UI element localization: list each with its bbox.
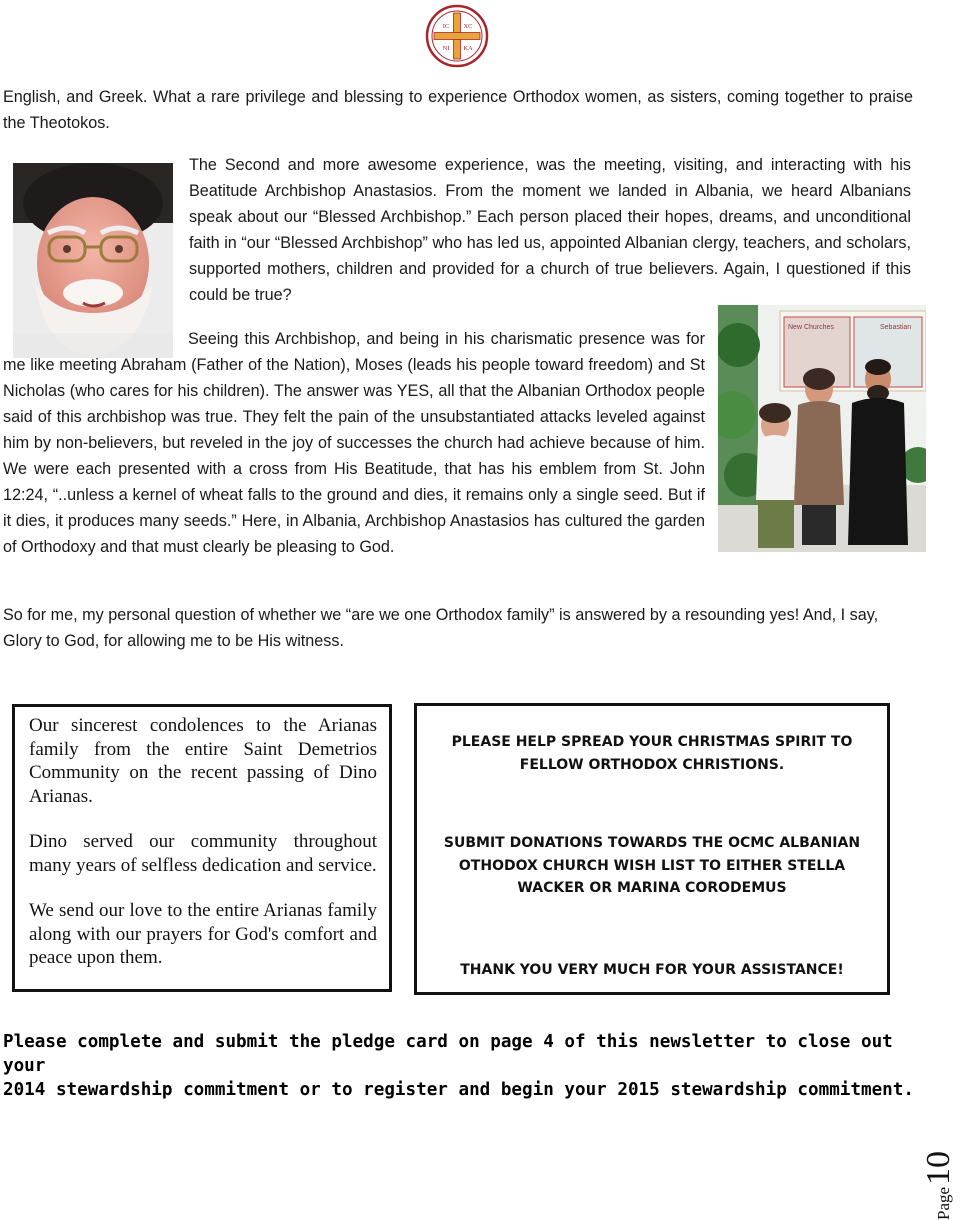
pledge-line: Please complete and submit the pledge card on page 4 of this newsletter to close out your (3, 1032, 893, 1076)
christmas-line: PLEASE HELP SPREAD YOUR CHRISTMAS SPIRIT TO (451, 734, 853, 750)
emblem-letter: NI (442, 45, 450, 52)
christmas-line: SUBMIT DONATIONS TOWARDS THE OCMC ALBANIAN (443, 835, 861, 851)
condolence-box (12, 704, 392, 992)
condolence-paragraph: Our sincerest condolences to the Arianas family from the entire Saint Demetrios Community on the recent passing of Dino Arianas. (29, 715, 377, 807)
emblem-letter: IC (442, 23, 450, 30)
christmas-line: FELLOW ORTHODOX CHRISTIONS. (519, 756, 785, 773)
pledge-line: 2014 stewardship commitment or to register and begin your 2015 stewardship commitment. (3, 1080, 914, 1100)
christmas-line: OTHODOX CHURCH WISH LIST TO EITHER STELLA (458, 857, 846, 874)
condolence-paragraph: Dino served our community throughout many years of selfless dedication and service. (29, 831, 377, 876)
pledge-notice (3, 1030, 943, 1102)
christmas-donation-box (414, 703, 890, 995)
photo-banner-left: New Churches (788, 324, 834, 331)
thank-you-line: THANK YOU VERY MUCH FOR YOUR ASSISTANCE! (460, 962, 844, 978)
second-experience-paragraph: The Second and more awesome experience, was the meeting, visiting, and interacting with his Beatitude Archbishop Anastasios. From the moment we landed in Albania, we heard Albanians speak about our “Blessed Archbishop.” Each person placed their hopes, dreams, and unconditional faith in “our “Blessed Archbishop” who has led us, appointed Albanian clergy, teachers, and scholars, supported mothers, children and provided for a church of true believers. Again, I questioned if this could be true? (189, 156, 911, 304)
seeing-archbishop-paragraph (3, 326, 705, 560)
seeing-archbishop-text: Seeing this Archbishop, and being in his charismatic presence was for me like meeting Abraham (Father of the Nation), Moses (leads his people toward freedom) and St Nicholas (who cares for his children). The answer was YES, all that the Albanian Orthodox people said of this archbishop was true. They felt the pain of the unsubstantiated attacks leveled against him by non-believers, but reveled in the joy of successes the church had achieve because of him. We were each presented with a cross from His Beatitude, that has his emblem from St. John 12:24, “..unless a kernel of wheat falls to the ground and dies, it remains only a single seed. But if it dies, it produces many seeds.” Here, in Albania, Archbishop Anastasios has cultured the garden of Orthodoxy and that must clearly be pleasing to God. (3, 330, 705, 556)
emblem-letter: XC (463, 23, 473, 30)
church-emblem-icon (425, 4, 489, 68)
closing-paragraph: So for me, my personal question of whether we “are we one Orthodox family” is answered by a resounding yes! And, I say, Glory to God, for allowing me to be His witness. (3, 606, 879, 650)
page-number (920, 1100, 960, 1220)
condolence-paragraph: We send our love to the entire Arianas family along with our prayers for God's comfort and peace upon them. (29, 900, 377, 968)
christmas-appeal-heading (417, 731, 887, 776)
intro-paragraph: English, and Greek. What a rare privilege and blessing to experience Orthodox women, as sisters, coming together to praise the Theotokos. (3, 88, 913, 132)
emblem-letter: KA (463, 45, 473, 52)
group-photo (718, 305, 926, 552)
photo-banner-right: Sebastian (880, 324, 912, 331)
page-word: Page (934, 1186, 953, 1220)
page-number-value: 10 (920, 1150, 957, 1185)
donation-instructions (417, 832, 887, 900)
christmas-line: WACKER OR MARINA CORODEMUS (517, 880, 787, 896)
